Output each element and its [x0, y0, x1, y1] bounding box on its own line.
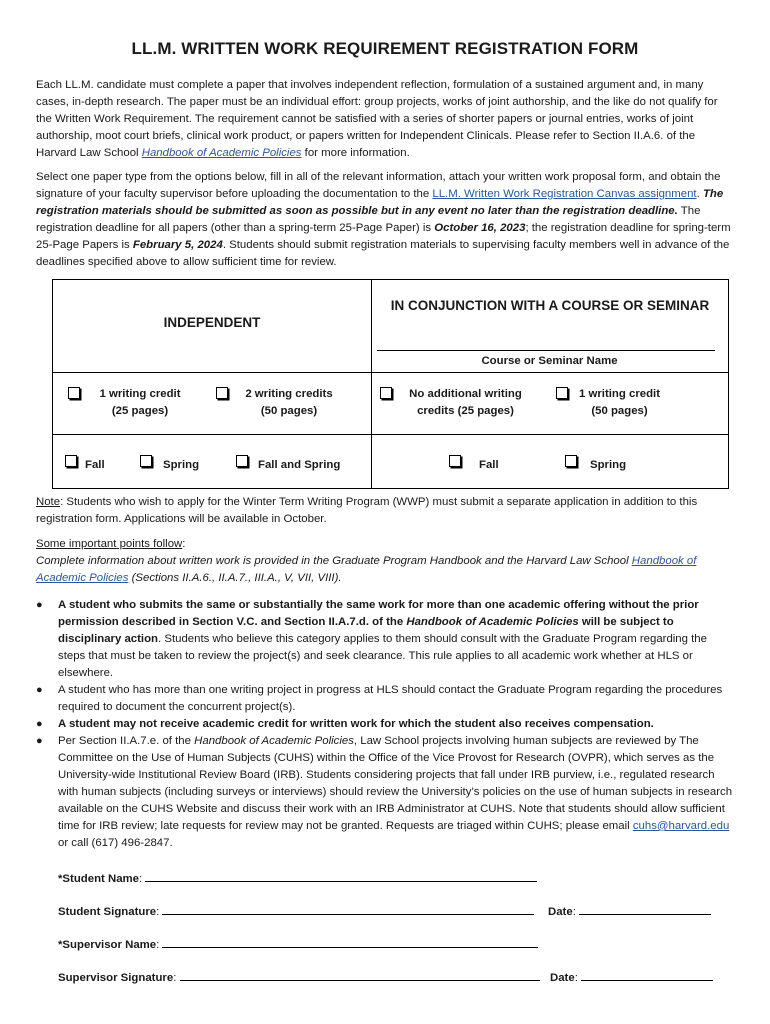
student-date-field[interactable]	[579, 903, 711, 915]
supervisor-date-row: Date:	[550, 969, 713, 987]
form-title: LL.M. WRITTEN WORK REQUIREMENT REGISTRATION FORM	[131, 39, 639, 58]
course-fall-checkbox[interactable]	[449, 455, 461, 467]
independent-header: INDEPENDENT	[163, 315, 261, 330]
independent-spring-label: Spring	[163, 459, 200, 471]
list-item: ● A student may not receive academic credit for written work for which the student also receives compensation.	[36, 718, 654, 730]
course-spring-label: Spring	[590, 459, 627, 471]
list-item: ● A student who submits the same or substantially the same work for more than one academic offering without the prior permission described in Section V.C. and Section II.A.7.d. of the Handbook of Academic Policies will be subject to disciplinary action. Students who believe this category applies to them should consult with the Graduate Program regarding the steps that must be taken to review the project(s) and seek clearance. This rule applies to all academic work whether at HLS or elsewhere.	[36, 599, 707, 679]
course-header: IN CONJUNCTION WITH A COURSE OR SEMINAR	[390, 298, 710, 313]
supervisor-name-field[interactable]	[162, 936, 538, 948]
paper-type-options-table	[52, 279, 729, 489]
points-heading: Some important points follow:	[36, 538, 186, 550]
course-name-label: Course or Seminar Name	[481, 355, 618, 367]
student-signature-field[interactable]	[162, 903, 534, 915]
table-divider	[53, 434, 728, 435]
list-item: ● A student who has more than one writing project in progress at HLS should contact the Graduate Program regarding the procedures required to document the concurrent project(s).	[36, 684, 723, 713]
supervisor-name-row: *Supervisor Name:	[58, 936, 538, 954]
deadline-notice: The registration materials should be submitted as soon as possible but in any event no later than the registration deadline.	[36, 188, 724, 217]
handbook-link[interactable]: Handbook of Academic Policies	[36, 555, 697, 584]
independent-fall-checkbox[interactable]	[65, 455, 77, 467]
list-item: ● Per Section II.A.7.e. of the Handbook of Academic Policies, Law School projects involving human subjects are reviewed by The Committee on the Use of Human Subjects (CUHS) within the Office of the Vice Provost for Research (OVPR), which serves as the University-wide Institutional Review Board (IRB). Students considering projects that fall under IRB purview, i.e., regulated research with human subjects (including surveys or interviews) should review the University’s policies on the use of human subjects in research available on the CUHS Website and discuss their work with an IRB Administrator at CUHS. Note that students should allow sufficient time for IRB review; late requests for review may not be granted. Requests are triaged within CUHS; please email cuhs@harvard.edu or call (617) 496-2847.	[36, 735, 733, 849]
intro-paragraph: Each LL.M. candidate must complete a paper that involves independent reflection, formulation of a sustained argument and, in many cases, in-depth research. The paper must be an individual effort: group projects, works of joint authorship, and the like do not qualify for the Written Work Requirement. The requirement cannot be satisfied with a series of shorter papers or journal entries, works of joint authorship, moot court briefs, clinical work product, or papers written for Independent Clinicals. Please refer to Section II.A.6. of the Harvard Law School Handbook of Academic Policies for more information.	[36, 79, 718, 159]
handbook-link[interactable]: Handbook of Academic Policies	[141, 147, 302, 159]
wwp-note: Note: Students who wish to apply for the Winter Term Writing Program (WWP) must submit a separate application in addition to this registration form. Applications will be available in October.	[36, 496, 698, 525]
cuhs-email-link[interactable]: cuhs@harvard.edu	[632, 820, 730, 832]
independent-2-credits-checkbox[interactable]	[216, 387, 228, 399]
course-no-additional-credits-label: No additional writing credits (25 pages)	[409, 388, 522, 417]
independent-2-credits-label: 2 writing credits (50 pages)	[245, 388, 333, 417]
course-spring-checkbox[interactable]	[565, 455, 577, 467]
independent-spring-checkbox[interactable]	[140, 455, 152, 467]
student-signature-row: Student Signature:	[58, 903, 534, 921]
table-divider	[53, 372, 728, 373]
important-points-list	[36, 597, 736, 852]
deadline-date-1: October 16, 2023	[434, 222, 526, 234]
instructions-paragraph: Select one paper type from the options below, fill in all of the relevant information, attach your written work proposal form, and obtain the signature of your faculty supervisor before uploading the documentation to the LL.M. Written Work Registration Canvas assignment. The registration materials should be submitted as soon as possible but in any event no later than the registration deadline. The registration deadline for all papers (other than a spring-term 25-Page Paper) is October 16, 2023; the registration deadline for spring-term 25-Page Papers is February 5, 2024. Students should submit registration materials to supervising faculty members well in advance of the deadlines specified above to allow sufficient time for review.	[36, 171, 731, 268]
independent-1-credit-checkbox[interactable]	[68, 387, 80, 399]
supervisor-date-field[interactable]	[581, 969, 713, 981]
independent-1-credit-label: 1 writing credit (25 pages)	[99, 388, 181, 417]
points-subtext: Complete information about written work is provided in the Graduate Program Handbook and the Harvard Law School Handbook of Academic Policies (Sections II.A.6., II.A.7., III.A., V, VII, VIII).	[36, 555, 697, 584]
course-no-additional-credits-checkbox[interactable]	[380, 387, 392, 399]
independent-fall-spring-checkbox[interactable]	[236, 455, 248, 467]
student-date-row: Date:	[548, 903, 711, 921]
canvas-assignment-link[interactable]: LL.M. Written Work Registration Canvas assignment	[432, 188, 697, 200]
supervisor-signature-row: Supervisor Signature:	[58, 969, 540, 987]
student-name-row: *Student Name:	[58, 870, 537, 888]
independent-fall-spring-label: Fall and Spring	[258, 459, 341, 471]
independent-fall-label: Fall	[85, 459, 105, 471]
student-name-field[interactable]	[145, 870, 537, 882]
supervisor-signature-field[interactable]	[180, 969, 540, 981]
course-name-field[interactable]	[377, 350, 715, 351]
course-fall-label: Fall	[479, 459, 499, 471]
deadline-date-2: February 5, 2024	[132, 239, 223, 251]
course-1-credit-label: 1 writing credit (50 pages)	[578, 388, 660, 417]
